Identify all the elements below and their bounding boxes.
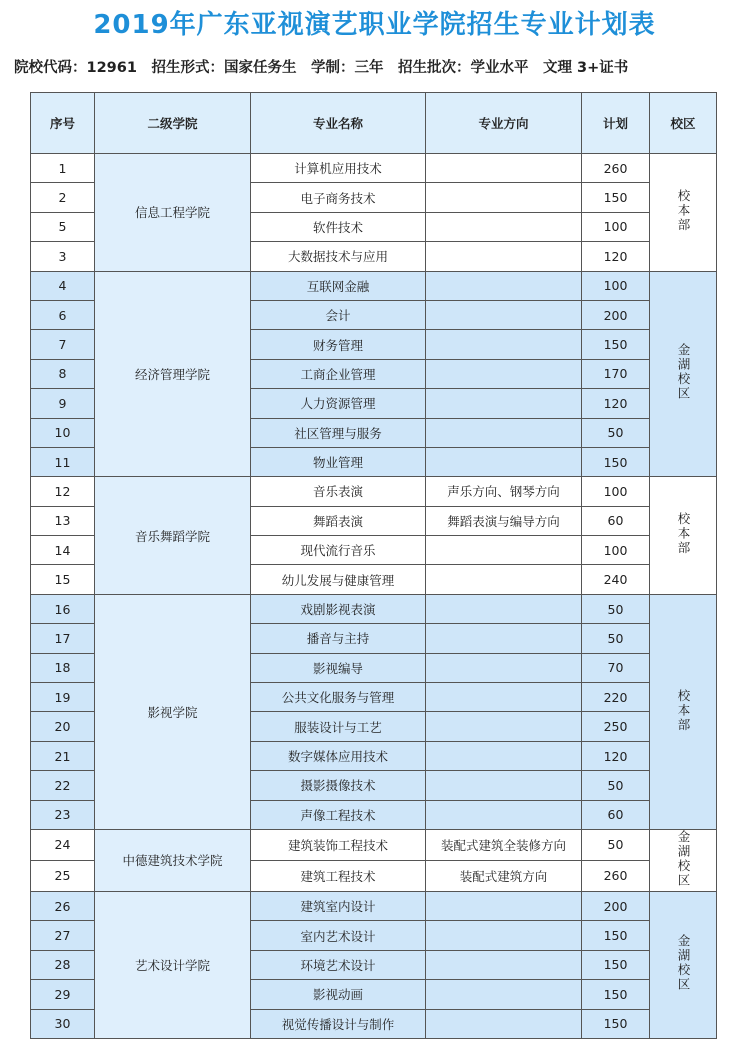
cell-seq: 20 [31,712,95,741]
cell-plan: 250 [582,712,650,741]
campus-label: 校本部 [676,688,691,733]
cell-seq: 19 [31,683,95,712]
cell-plan: 120 [582,242,650,271]
cell-plan: 100 [582,477,650,506]
cell-major: 电子商务技术 [251,183,426,212]
header-seq: 序号 [31,93,95,154]
cell-seq: 16 [31,594,95,623]
cell-campus [650,154,717,272]
cell-plan: 150 [582,447,650,476]
cell-major: 建筑室内设计 [251,891,426,920]
header-campus: 校区 [650,93,717,154]
admission-info: 院校代码：12961 招生形式：国家任务生 学制：三年 招生批次：学业水平 文理 3+证书 [14,60,629,76]
cell-seq: 14 [31,536,95,565]
cell-plan: 200 [582,300,650,329]
cell-plan: 60 [582,800,650,829]
cell-campus [650,891,717,1038]
cell-seq: 9 [31,389,95,418]
cell-direction [426,683,582,712]
table-row [31,829,717,860]
cell-plan: 150 [582,183,650,212]
cell-major: 室内艺术设计 [251,921,426,950]
cell-seq: 13 [31,506,95,535]
cell-plan: 150 [582,330,650,359]
cell-plan: 100 [582,536,650,565]
cell-major: 影视动画 [251,980,426,1009]
cell-plan: 150 [582,950,650,979]
table-row [31,477,717,506]
cell-plan: 50 [582,624,650,653]
cell-direction [426,271,582,300]
cell-major: 公共文化服务与管理 [251,683,426,712]
cell-direction [426,712,582,741]
page-title: 2019年广东亚视演艺职业学院招生专业计划表 [93,10,656,40]
cell-direction [426,389,582,418]
cell-direction [426,565,582,594]
cell-seq: 22 [31,771,95,800]
cell-campus [650,477,717,595]
cell-major: 大数据技术与应用 [251,242,426,271]
cell-direction [426,1009,582,1038]
cell-plan: 150 [582,1009,650,1038]
cell-plan: 100 [582,271,650,300]
cell-direction [426,242,582,271]
cell-direction: 装配式建筑全装修方向 [426,829,582,860]
header-direction: 专业方向 [426,93,582,154]
cell-direction [426,891,582,920]
cell-campus [650,594,717,829]
cell-plan: 260 [582,860,650,891]
cell-seq: 10 [31,418,95,447]
cell-plan: 50 [582,418,650,447]
cell-major: 人力资源管理 [251,389,426,418]
cell-seq: 5 [31,212,95,241]
cell-seq: 26 [31,891,95,920]
cell-major: 社区管理与服务 [251,418,426,447]
cell-major: 物业管理 [251,447,426,476]
cell-major: 影视编导 [251,653,426,682]
cell-seq: 28 [31,950,95,979]
cell-direction: 声乐方向、钢琴方向 [426,477,582,506]
cell-plan: 240 [582,565,650,594]
cell-plan: 120 [582,741,650,770]
cell-direction [426,741,582,770]
campus-label: 校本部 [676,189,691,233]
cell-major: 数字媒体应用技术 [251,741,426,770]
cell-direction [426,800,582,829]
cell-seq: 17 [31,624,95,653]
cell-plan: 120 [582,389,650,418]
cell-major: 视觉传播设计与制作 [251,1009,426,1038]
cell-direction [426,359,582,388]
cell-major: 软件技术 [251,212,426,241]
cell-plan: 50 [582,829,650,860]
cell-plan: 60 [582,506,650,535]
cell-major: 环境艺术设计 [251,950,426,979]
cell-seq: 4 [31,271,95,300]
cell-major: 建筑工程技术 [251,860,426,891]
cell-direction [426,624,582,653]
cell-seq: 12 [31,477,95,506]
cell-seq: 8 [31,359,95,388]
cell-campus [650,829,717,891]
cell-seq: 23 [31,800,95,829]
cell-college: 经济管理学院 [95,271,251,477]
cell-plan: 70 [582,653,650,682]
cell-major: 舞蹈表演 [251,506,426,535]
cell-major: 建筑装饰工程技术 [251,829,426,860]
cell-college: 信息工程学院 [95,154,251,272]
cell-college: 中德建筑技术学院 [95,829,251,891]
cell-college: 影视学院 [95,594,251,829]
cell-direction [426,330,582,359]
cell-college: 艺术设计学院 [95,891,251,1038]
cell-direction [426,536,582,565]
header-college: 二级学院 [95,93,251,154]
cell-seq: 15 [31,565,95,594]
cell-direction [426,418,582,447]
cell-direction [426,594,582,623]
cell-plan: 100 [582,212,650,241]
cell-seq: 1 [31,154,95,183]
cell-plan: 150 [582,980,650,1009]
cell-major: 现代流行音乐 [251,536,426,565]
campus-label: 金湖校区 [676,343,691,402]
table-row [31,154,717,183]
cell-plan: 50 [582,771,650,800]
cell-direction [426,154,582,183]
cell-major: 计算机应用技术 [251,154,426,183]
cell-plan: 220 [582,683,650,712]
cell-plan: 50 [582,594,650,623]
cell-major: 戏剧影视表演 [251,594,426,623]
header-major: 专业名称 [251,93,426,154]
cell-plan: 200 [582,891,650,920]
cell-direction [426,183,582,212]
cell-major: 财务管理 [251,330,426,359]
cell-direction [426,212,582,241]
cell-major: 播音与主持 [251,624,426,653]
cell-seq: 29 [31,980,95,1009]
cell-seq: 21 [31,741,95,770]
cell-seq: 3 [31,242,95,271]
cell-seq: 6 [31,300,95,329]
cell-major: 服装设计与工艺 [251,712,426,741]
cell-plan: 170 [582,359,650,388]
cell-direction [426,980,582,1009]
cell-major: 音乐表演 [251,477,426,506]
campus-label: 校本部 [676,512,691,556]
cell-major: 声像工程技术 [251,800,426,829]
cell-direction [426,300,582,329]
cell-major: 幼儿发展与健康管理 [251,565,426,594]
table-header-row [31,93,717,154]
cell-seq: 27 [31,921,95,950]
cell-direction [426,950,582,979]
cell-seq: 18 [31,653,95,682]
cell-major: 工商企业管理 [251,359,426,388]
cell-plan: 260 [582,154,650,183]
table-row [31,271,717,300]
cell-major: 会计 [251,300,426,329]
cell-campus [650,271,717,477]
table-row [31,891,717,920]
cell-seq: 11 [31,447,95,476]
cell-direction [426,921,582,950]
cell-seq: 30 [31,1009,95,1038]
cell-seq: 25 [31,860,95,891]
cell-direction [426,447,582,476]
cell-seq: 7 [31,330,95,359]
cell-college: 音乐舞蹈学院 [95,477,251,595]
cell-plan: 150 [582,921,650,950]
cell-direction: 舞蹈表演与编导方向 [426,506,582,535]
campus-label: 金湖校区 [676,934,691,993]
cell-seq: 24 [31,829,95,860]
cell-major: 摄影摄像技术 [251,771,426,800]
header-plan: 计划 [582,93,650,154]
enrollment-plan-table [30,92,717,1039]
cell-direction: 装配式建筑方向 [426,860,582,891]
campus-label: 金湖校区 [676,829,691,888]
table-row [31,594,717,623]
cell-seq: 2 [31,183,95,212]
cell-direction [426,653,582,682]
cell-major: 互联网金融 [251,271,426,300]
cell-direction [426,771,582,800]
